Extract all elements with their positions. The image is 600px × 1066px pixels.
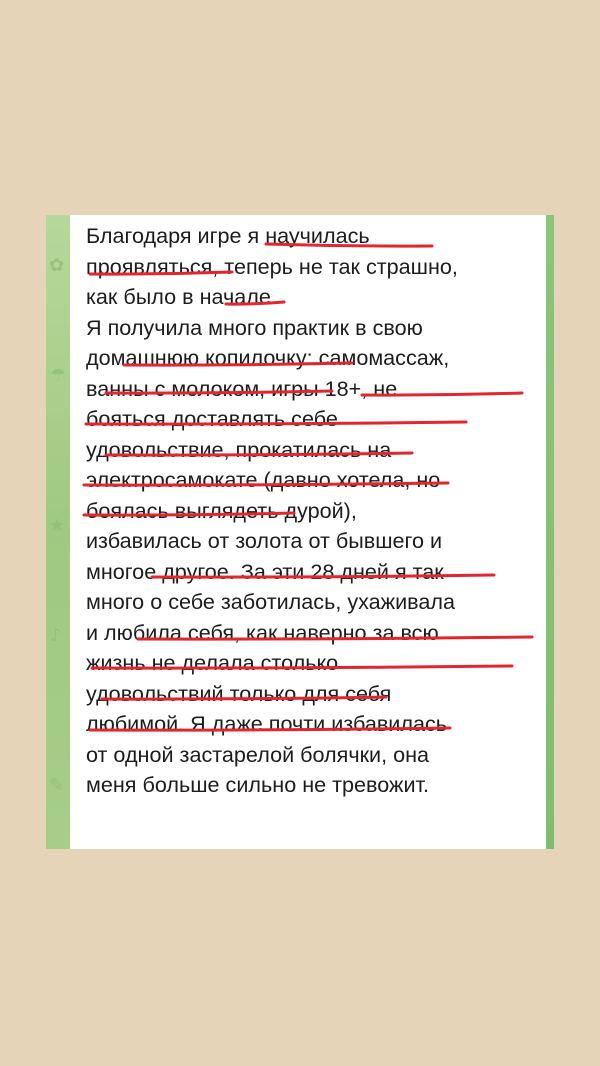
message-line: боялась выглядеть дурой), (86, 497, 357, 523)
message-line: проявляться, теперь не так страшно, (86, 253, 458, 279)
message-line: и любила себя, как наверно за всю (86, 619, 439, 645)
message-line: ванны с молоком, игры 18+, не (86, 375, 398, 401)
message-line: любимой. Я даже почти избавилась (86, 711, 448, 736)
doodle-icon: ★ (49, 515, 66, 536)
red-underline-stroke (152, 575, 494, 577)
doodle-icon: ✿ (49, 255, 65, 276)
screenshot-card (46, 215, 554, 849)
red-underline-stroke (106, 453, 412, 455)
message-line: много о себе заботилась, ухаживала (86, 589, 456, 614)
message-line: Благодаря игре я научилась (86, 223, 370, 248)
red-underline-stroke (84, 483, 448, 485)
message-line: удовольствие, прокатилась на (86, 436, 392, 462)
doodle-icon: ☂ (50, 365, 67, 386)
red-underline-stroke (102, 697, 386, 699)
red-underline-stroke (266, 244, 432, 246)
message-line: удовольствий только для себя (86, 680, 392, 706)
message-line: бояться доставлять себе (86, 406, 338, 431)
message-line: электросамокате (давно хотела, но (86, 467, 441, 492)
red-underline-stroke (90, 272, 232, 274)
red-underline-stroke (138, 637, 532, 639)
red-underline-annotations (46, 215, 554, 849)
message-line: многое другое. За эти 28 дней я так (86, 558, 444, 584)
doodle-icon: ✎ (49, 775, 65, 796)
red-underline-stroke (86, 422, 466, 424)
message-line: жизнь не делала столько (86, 650, 339, 675)
message-line: как было в начале. (86, 284, 277, 309)
red-underline-stroke (84, 513, 294, 515)
doodle-icon: ♪ (50, 625, 62, 646)
message-line: Я получила много практик в свою (86, 314, 423, 340)
red-underline-stroke (90, 728, 450, 730)
message-line: избавилась от золота от бывшего и (86, 528, 443, 553)
red-underline-stroke (362, 393, 522, 395)
message-line: от одной застарелой болячки, она (86, 741, 430, 767)
message-line: меня больше сильно не тревожит. (86, 772, 430, 797)
red-underline-stroke (92, 666, 512, 668)
red-underline-stroke (226, 302, 284, 304)
message-line: домашнюю копилочку: самомассаж, (86, 345, 450, 370)
red-underline-stroke (106, 391, 332, 393)
red-underline-stroke (124, 363, 352, 365)
